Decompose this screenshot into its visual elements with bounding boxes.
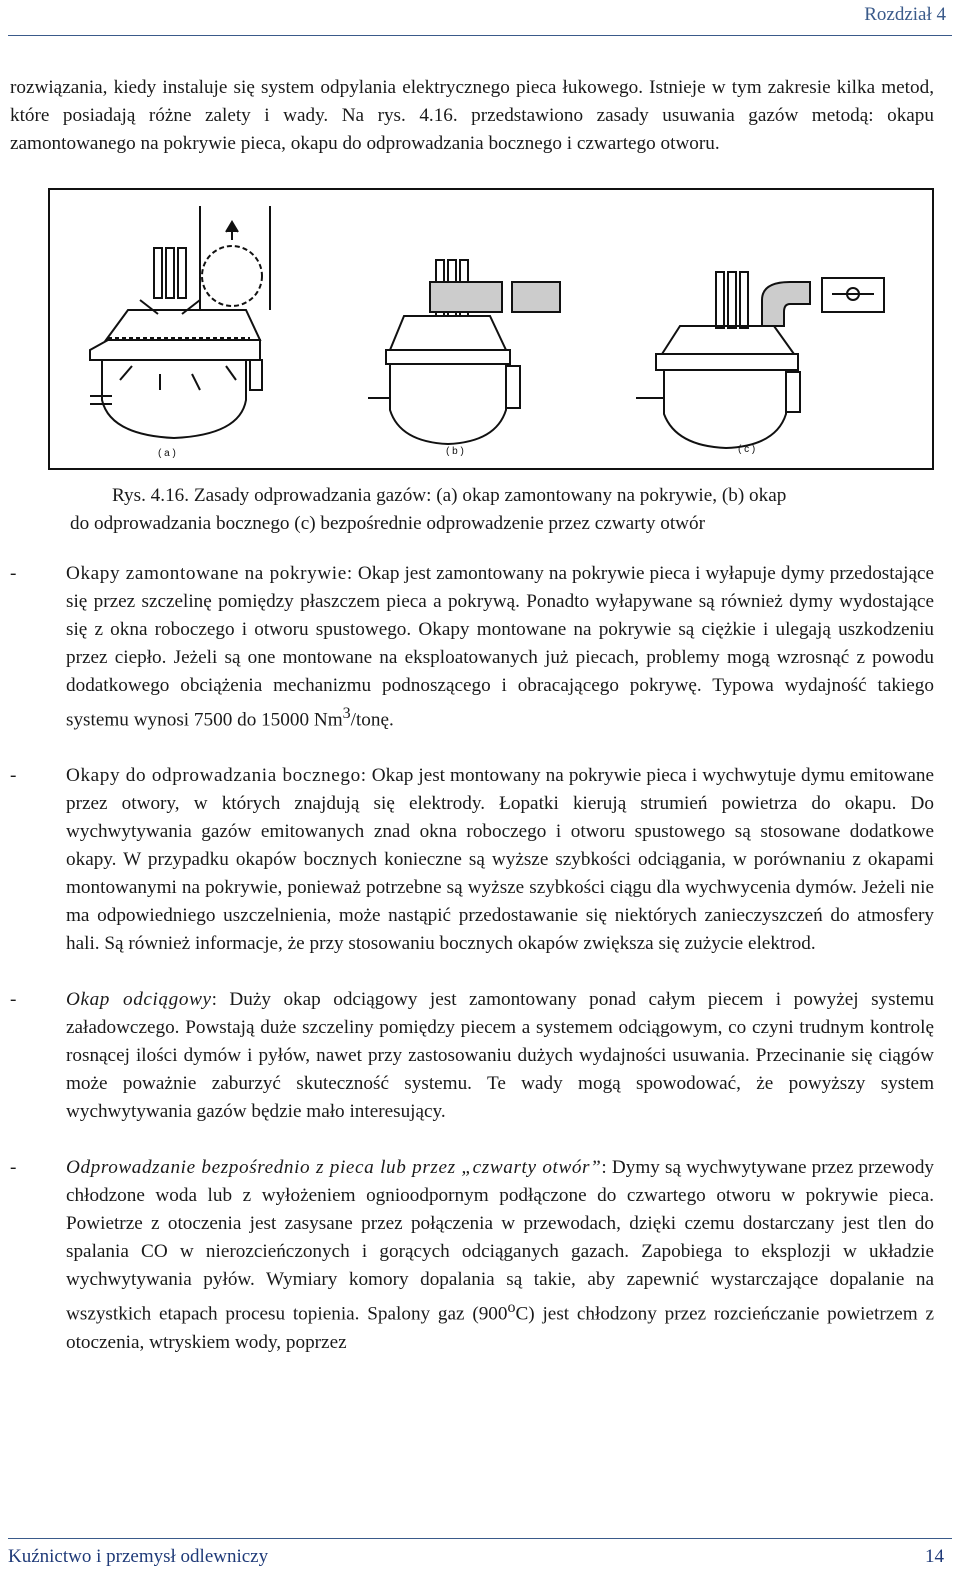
page-number: 14: [925, 1546, 944, 1567]
figure-label-b: ( b ): [446, 446, 464, 457]
chapter-title: Rozdział 4: [864, 4, 946, 25]
item-text: Okap jest montowany na pokrywie pieca i wychwytuje dymu emitowane przez otwory, w których znajdują się elektrody. Łopatki kierują strumień powietrza do okapu. Do wychwytywania gazów emitowanych znad okna roboczego i otworu spustowego są stosowane dodatkowe okapy. W przypadku okapów bocznych konieczne są wyższe szybkości odciągania, w porównaniu z okapami montowanymi na pokrywie, ponieważ potrzebne są wyższe szybkości ciągu dla wychwycenia dymów. Jeżeli nie ma odpowiedniego uszczelnienia, może nastąpić przedostawanie się niektórych zanieczyszczeń do atmosfery hali. Są również informacje, że przy stosowaniu bocznych okapów zwiększa się zużycie elektrod.: [66, 765, 934, 955]
item-lead: Okap odciągowy: [66, 989, 212, 1011]
intro-paragraph: rozwiązania, kiedy instaluje się system odpylania elektrycznego pieca łukowego. Istnieje w tym zakresie kilka metod, które posiadają różne zalety i wady. Na rys. 4.16. przedstawiono zasady usuwania gazów metodą: okapu zamontowanego na pokrywie pieca, okapu do odprowadzania bocznego i czwartego otworu.: [10, 77, 934, 154]
list-dash: -: [10, 563, 17, 584]
figure-caption: [10, 482, 934, 538]
list-item: [10, 560, 934, 734]
caption-label: Rys. 4.16.: [112, 485, 190, 506]
item-text: : Dymy są wychwytywane przez przewody chłodzone woda lub z wyłożeniem ognioodpornym podłączone do czwartego otworu w pokrywie pieca. Powietrze z otoczenia jest zasysane przez połączenia w przewodach, dzięki czemu dostarczany jest tlen do spalania CO w nierozcieńczonych i gorących odciąganych gazach. Zapobiega to eksplozji w układzie wychwytywania pyłów. Wymiary komory dopalania są takie, aby zapewnić wystarczające dopalanie na wszystkich etapach procesu topienia. Spalony gaz (900: [66, 1157, 935, 1325]
item-sup: 3: [342, 705, 351, 722]
item-text: Okap jest zamontowany na pokrywie pieca i wyłapuje dymy przedostające się przez szczelinę pomiędzy płaszczem pieca a pokrywą. Ponadto wyłapywane są również dymy wydostające się z okna roboczego i otworu spustowego. Okapy montowane na pokrywie są ciężkie i ulegają uszkodzeniu przez ciepło. Jeżeli są one montowane na eksploatowanych już piecach, problemy mogą wzrosnąć z powodu dodatkowego obciążenia mechanizmu podnoszącego i obracającego pokrywę. Typowa wydajność takiego systemu wynosi 7500 do 15000 Nm: [66, 563, 935, 731]
header-rule: [8, 35, 952, 36]
footer-rule: [8, 1538, 952, 1539]
page-header: [0, 0, 960, 36]
caption-text-line2: do odprowadzania bocznego (c) bezpośrednie odprowadzenie przez czwarty otwór: [70, 513, 706, 534]
figure-label-c: ( c ): [738, 444, 756, 455]
item-sup: o: [507, 1299, 516, 1317]
page-content: [10, 74, 934, 1385]
list-dash: -: [10, 765, 17, 787]
furnace-c: [636, 272, 884, 448]
footer-title: Kuźnictwo i przemysł odlewniczy: [8, 1546, 269, 1567]
page-footer: [0, 1538, 960, 1582]
list-item: [10, 1154, 934, 1356]
figure-label-a: ( a ): [158, 448, 176, 459]
list-dash: -: [10, 989, 17, 1011]
furnace-a: [90, 206, 270, 438]
item-tail: /tonę.: [350, 709, 394, 731]
list-item: [10, 762, 934, 958]
item-lead: Okapy do odprowadzania bocznego:: [66, 765, 367, 787]
item-lead: Okapy zamontowane na pokrywie:: [66, 563, 353, 584]
furnace-diagram: [50, 190, 932, 468]
list-dash: -: [10, 1157, 17, 1179]
furnace-b: [368, 260, 560, 444]
list-item: [10, 986, 934, 1126]
item-text: : Duży okap odciągowy jest zamontowany ponad całym piecem i powyżej systemu załadowczego. Powstają duże szczeliny pomiędzy piecem a systemem odciągowym, co czyni trudnym kontrolę rosnącej ilości dymów i pyłów, nawet przy zastosowaniu dużych wydajności usuwania. Przecinanie się ciągów może poważnie zaburzyć skuteczność systemu. Te wady mogą spowodować, że powyższy system wychwytywania gazów będzie mało interesujący.: [66, 989, 934, 1123]
item-tail: C) jest chłodzony przez rozcieńczanie powietrzem z otoczenia, wtryskiem wody, poprzez: [66, 1303, 934, 1353]
caption-text: Zasady odprowadzania gazów: (a) okap zamontowany na pokrywie, (b) okap: [189, 485, 787, 506]
item-lead: Odprowadzanie bezpośrednio z pieca lub przez „czwarty otwór”: [66, 1157, 602, 1179]
figure-4-16: [48, 188, 934, 470]
